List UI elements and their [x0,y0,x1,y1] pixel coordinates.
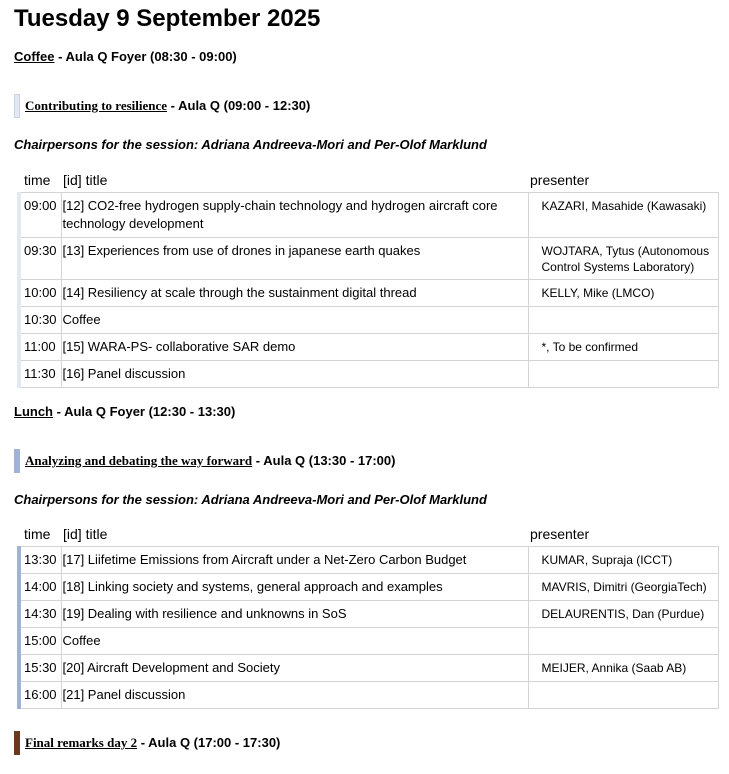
table-header-row [19,524,718,547]
presenter-cell [528,361,718,388]
coffee-break-details: - Aula Q Foyer (08:30 - 09:00) [58,49,237,64]
time-header: time [24,526,51,542]
table-row[interactable] [19,238,718,280]
time-cell: 10:00 [19,280,61,307]
presenter-header: presenter [530,526,590,542]
time-cell: 09:00 [19,193,61,238]
title-cell[interactable]: [21] Panel discussion [61,682,528,709]
time-cell: 15:00 [19,628,61,655]
lunch-break-link[interactable]: Lunch [14,404,53,419]
title-cell[interactable]: [20] Aircraft Development and Society [61,655,528,682]
presenter-header: presenter [530,172,590,188]
presenter-cell[interactable]: WOJTARA, Tytus (Autonomous Control Systems Laboratory) [528,238,718,280]
final-session-details: - Aula Q (17:00 - 17:30) [140,735,281,750]
table-row [19,628,718,655]
table-row[interactable] [19,547,718,574]
time-cell: 16:00 [19,682,61,709]
lunch-break-line [14,403,235,421]
presenter-cell[interactable]: KELLY, Mike (LMCO) [528,280,718,307]
table-header-row [19,170,718,193]
presenter-cell [528,307,718,334]
time-cell: 13:30 [19,547,61,574]
presenter-cell [528,628,718,655]
title-cell: Coffee [61,628,528,655]
session-1-link[interactable]: Contributing to resilience [25,98,168,113]
title-cell: Coffee [61,307,528,334]
time-cell: 14:00 [19,574,61,601]
coffee-break-line [14,48,237,66]
final-session-color-bar [14,731,20,755]
table-row[interactable] [19,193,718,238]
session-2-chairs: Chairpersons for the session: Adriana Andreeva-Mori and Per-Olof Marklund [14,492,487,507]
presenter-cell[interactable]: MEIJER, Annika (Saab AB) [528,655,718,682]
table-row[interactable] [19,280,718,307]
day-title: Tuesday 9 September 2025 [14,5,321,32]
time-cell: 14:30 [19,601,61,628]
session-2-details: - Aula Q (13:30 - 17:00) [255,453,396,468]
session-1-details: - Aula Q (09:00 - 12:30) [170,98,311,113]
title-header: [id] title [63,172,108,188]
lunch-break-details: - Aula Q Foyer (12:30 - 13:30) [56,404,236,419]
title-cell[interactable]: [13] Experiences from use of drones in japanese earth quakes [61,238,528,280]
table-row[interactable] [19,655,718,682]
session-1-color-bar [14,94,20,118]
title-cell[interactable]: [18] Linking society and systems, general approach and examples [61,574,528,601]
time-cell: 10:30 [19,307,61,334]
table-row[interactable] [19,682,718,709]
session-1-chairs: Chairpersons for the session: Adriana Andreeva-Mori and Per-Olof Marklund [14,137,487,152]
time-cell: 11:30 [19,361,61,388]
presenter-cell[interactable]: *, To be confirmed [528,334,718,361]
session-1-table [17,170,719,388]
title-cell[interactable]: [15] WARA-PS- collaborative SAR demo [61,334,528,361]
session-2-color-bar [14,449,20,473]
title-cell[interactable]: [19] Dealing with resilience and unknowns in SoS [61,601,528,628]
coffee-break-link[interactable]: Coffee [14,49,55,64]
table-row[interactable] [19,361,718,388]
session-2-table [17,524,719,709]
table-row [19,307,718,334]
presenter-cell[interactable]: KUMAR, Supraja (ICCT) [528,547,718,574]
title-cell[interactable]: [17] Liifetime Emissions from Aircraft under a Net-Zero Carbon Budget [61,547,528,574]
title-cell[interactable]: [16] Panel discussion [61,361,528,388]
table-row[interactable] [19,334,718,361]
final-session-link[interactable]: Final remarks day 2 [25,735,138,750]
time-cell: 09:30 [19,238,61,280]
presenter-cell[interactable]: KAZARI, Masahide (Kawasaki) [528,193,718,238]
title-cell[interactable]: [12] CO2-free hydrogen supply-chain technology and hydrogen aircraft core technology development [61,193,528,238]
time-cell: 15:30 [19,655,61,682]
table-row[interactable] [19,574,718,601]
presenter-cell [528,682,718,709]
presenter-cell[interactable]: MAVRIS, Dimitri (GeorgiaTech) [528,574,718,601]
title-cell[interactable]: [14] Resiliency at scale through the sustainment digital thread [61,280,528,307]
table-row[interactable] [19,601,718,628]
presenter-cell[interactable]: DELAURENTIS, Dan (Purdue) [528,601,718,628]
title-header: [id] title [63,526,108,542]
time-header: time [24,172,51,188]
time-cell: 11:00 [19,334,61,361]
session-2-link[interactable]: Analyzing and debating the way forward [25,453,253,468]
